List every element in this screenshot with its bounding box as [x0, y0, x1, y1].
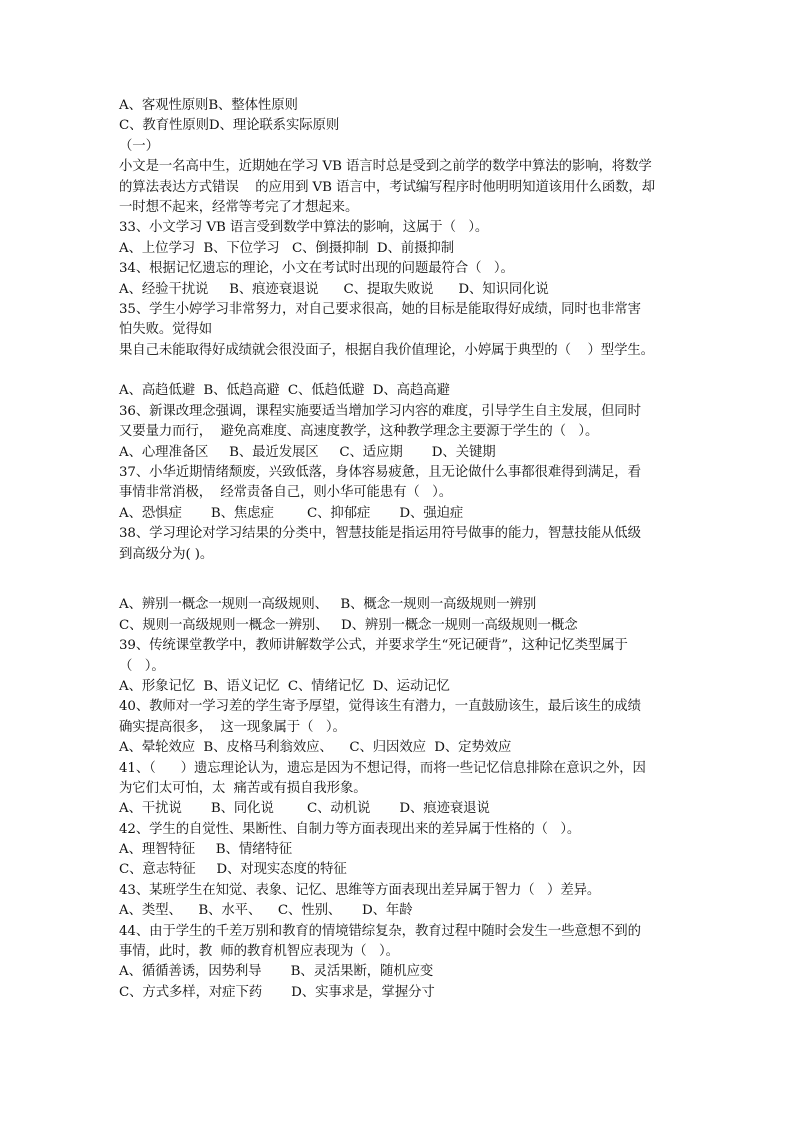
question-39: 39、传统课堂教学中，教师讲解数学公式，并要求学生“死记硬背”，这种记忆类型属于	[119, 638, 628, 654]
question-38: 38、学习理论对学习结果的分类中，智慧技能是指运用符号做事的能力，智慧技能从低级	[119, 526, 641, 542]
question-35-cont: 怕失败。觉得如	[119, 322, 213, 338]
blank-line	[119, 361, 675, 381]
options-38: A、辨别一概念一规则一高级规则、 B、概念一规则一高级规则一辨别	[119, 597, 537, 613]
options-44: C、方式多样，对症下药 D、实事求是，掌握分寸	[119, 984, 435, 1000]
question-44-cont: 事情，此时，教 师的教育机智应表现为（ ）。	[119, 944, 399, 960]
option-line: C、教育性原则D、理论联系实际原则	[119, 118, 340, 134]
options-41: A、干扰说 B、同化说 C、动机说 D、痕迹衰退说	[119, 801, 490, 817]
options-39: A、形象记忆 B、语义记忆 C、情绪记忆 D、运动记忆	[119, 678, 450, 694]
options-42: C、意志特征 D、对现实态度的特征	[119, 862, 347, 878]
options-38: C、规则一高级规则一概念一辨别、 D、辨别一概念一规则一高级规则一概念	[119, 617, 578, 633]
question-33: 33、小文学习 VB 语言受到数学中算法的影响，这属于（ ）。	[119, 220, 489, 236]
question-44: 44、由于学生的千差万别和教育的情境错综复杂，教育过程中随时会发生一些意想不到的	[119, 923, 641, 939]
option-line: A、客观性原则B、整体性原则	[119, 98, 298, 113]
question-43: 43、某班学生在知觉、表象、记忆、思维等方面表现出差异属于智力（ ）差异。	[119, 882, 601, 898]
question-42: 42、学生的自觉性、果断性、自制力等方面表现出来的差异属于性格的（ ）。	[119, 821, 581, 837]
options-43: A、类型、 B、水平、 C、性别、 D、年龄	[119, 903, 413, 919]
document-page	[119, 96, 675, 1003]
question-35-cont: 果自己未能取得好成绩就会很没面子，根据自我价值理论，小婷属于典型的（ ）型学生。	[119, 342, 654, 358]
options-44: A、循循善诱，因势利导 B、灵活果断，随机应变	[119, 964, 434, 980]
blank-line	[119, 585, 675, 595]
options-35: A、高趋低避 B、低趋高避 C、低趋低避 D、高趋高避	[119, 383, 450, 399]
question-38-cont: 到高级分为( )。	[119, 546, 214, 562]
question-40-cont: 确实提高很多， 这一现象属于（ ）。	[119, 719, 346, 735]
options-34: A、经验干扰说 B、痕迹衰退说 C、提取失败说 D、知识同化说	[119, 281, 549, 297]
question-36: 36、新课改理念强调，课程实施要适当增加学习内容的难度，引导学生自主发展，但同时	[119, 403, 641, 419]
question-35: 35、学生小婷学习非常努力，对自己要求很高，她的目标是能取得好成绩，同时也非常害	[119, 301, 641, 317]
question-37: 37、小华近期情绪颓废，兴致低落，身体容易疲惫，且无论做什么事都很难得到满足，看	[119, 465, 641, 481]
options-37: A、恐惧症 B、焦虑症 C、抑郁症 D、强迫症	[119, 505, 464, 521]
case-text-line: 一时想不起来，经常等考完了才想起来。	[119, 199, 359, 215]
options-33: A、上位学习 B、下位学习 C、倒摄抑制 D、前摄抑制	[119, 240, 454, 256]
options-36: A、心理准备区 B、最近发展区 C、适应期 D、关键期	[119, 444, 496, 460]
section-heading: （一）	[119, 138, 159, 154]
question-36-cont: 又要量力而行， 避免高难度、高速度教学，这种教学理念主要源于学生的（ ）。	[119, 424, 599, 440]
question-39-cont: （ ）。	[119, 658, 165, 674]
question-40: 40、教师对一学习差的学生寄予厚望，觉得该生有潜力，一直鼓励该生，最后该生的成绩	[119, 699, 641, 715]
case-text-line: 小文是一名高中生，近期她在学习 VB 语言时总是受到之前学的数学中算法的影响，将数学	[119, 159, 652, 175]
options-42: A、理智特征 B、情绪特征	[119, 842, 292, 858]
question-41: 41、（ ）遗忘理论认为，遗忘是因为不想记得，而将一些记忆信息排除在意识之外，因	[119, 760, 646, 776]
blank-line	[119, 565, 675, 585]
question-41-cont: 为它们太可怕，太 痛苦或有损自我形象。	[119, 780, 367, 796]
question-37-cont: 事情非常消极， 经常责备自己，则小华可能患有（ ）。	[119, 485, 453, 501]
options-40: A、晕轮效应 B、皮格马利翁效应、 C、归因效应 D、定势效应	[119, 740, 512, 756]
case-text-line: 的算法表达方式错误 的应用到 VB 语言中，考试编写程序时他明明知道该用什么函数，却	[119, 179, 656, 195]
question-34: 34、根据记忆遗忘的理论，小文在考试时出现的问题最符合（ ）。	[119, 261, 514, 277]
